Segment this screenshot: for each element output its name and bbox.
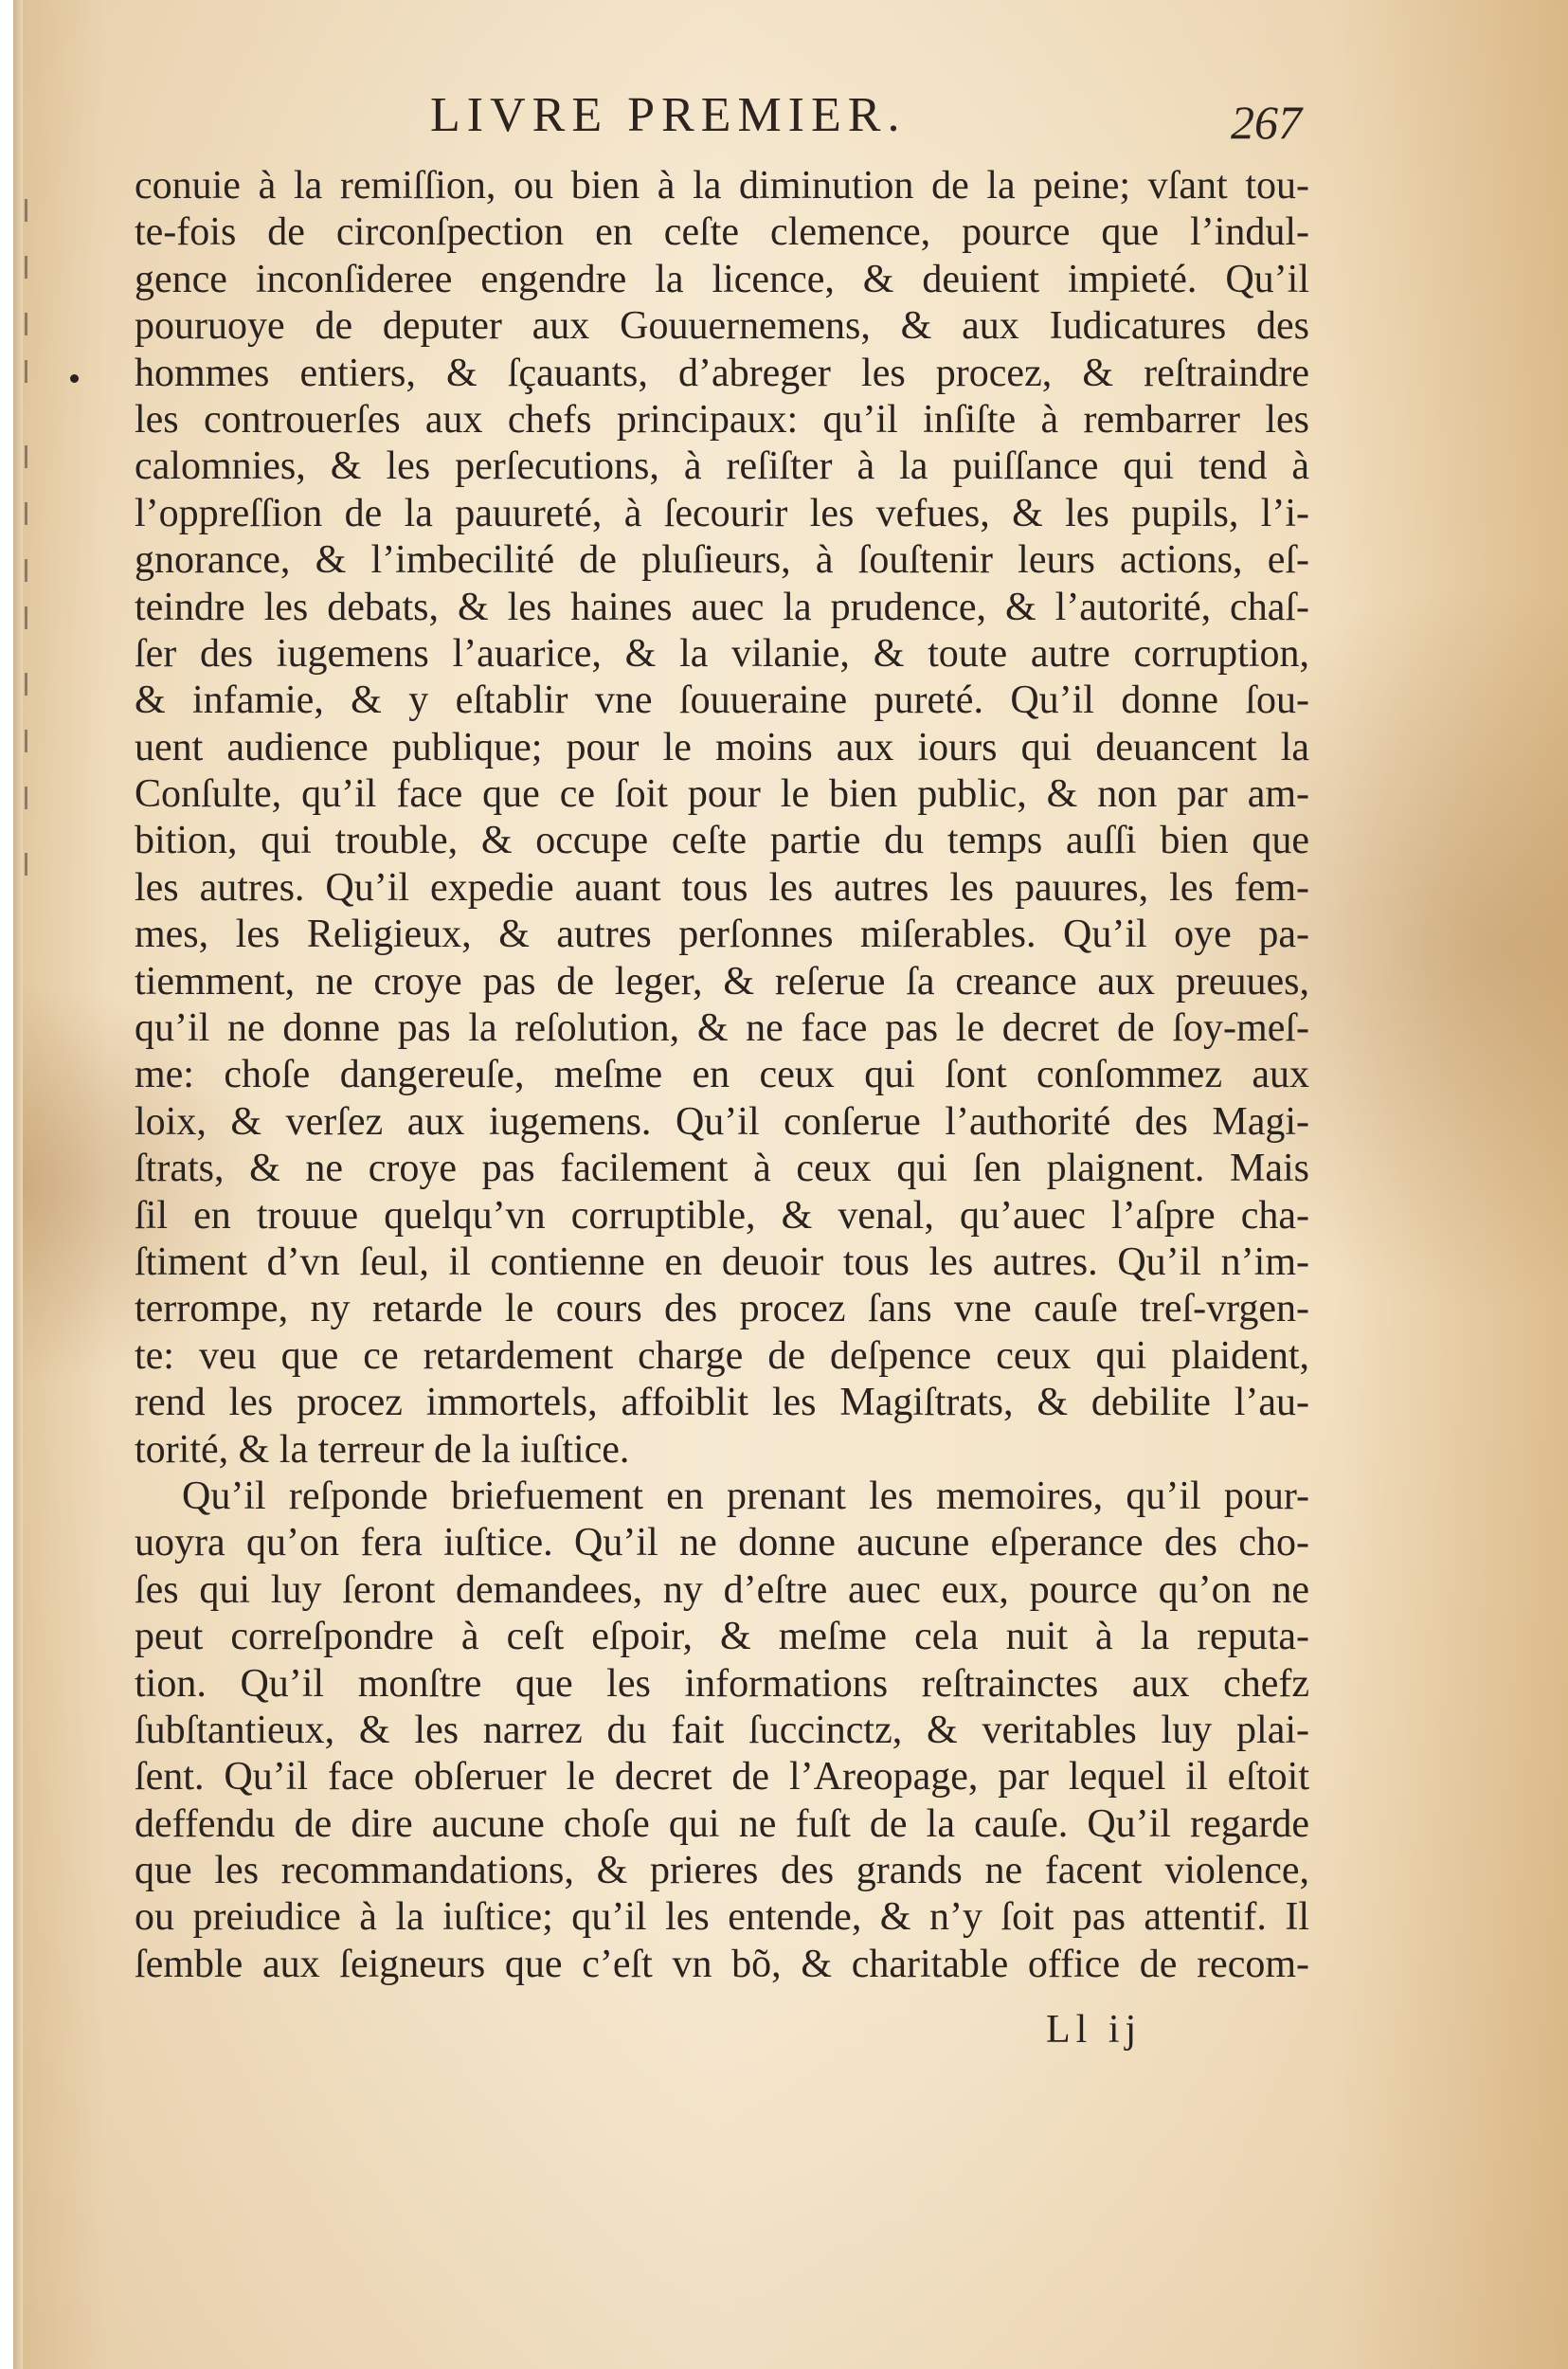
text-line: ſemble aux ſeigneurs que c’eſt vn bõ, & charitable office de recom- [135, 1942, 1309, 1986]
text-line: uent audience publique; pour le moins aux iours qui deuancent la [135, 725, 1309, 769]
text-line: rend les procez immortels, affoiblit les Magiſtrats, & debilite l’au- [135, 1381, 1309, 1425]
text-line: les autres. Qu’il expedie auant tous les autres les pauures, les fem- [135, 865, 1309, 910]
text-line: pouruoye de deputer aux Gouuernemens, & aux Iudicatures des [135, 304, 1309, 349]
text-line: terrompe, ny retarde le cours des procez ſans vne cauſe treſ-vrgen- [135, 1287, 1309, 1331]
text-line: les controuerſes aux chefs principaux: qu’il inſiſte à rembarrer les [135, 397, 1309, 442]
margin-annotations [25, 199, 53, 881]
text-line: peut correſpondre à ceſt eſpoir, & meſme cela nuit à la reputa- [135, 1615, 1309, 1659]
text-line: teindre les debats, & les haines auec la prudence, & l’autorité, chaſ- [135, 585, 1309, 629]
text-line: ſtiment d’vn ſeul, il contienne en deuoir tous les autres. Qu’il n’im- [135, 1239, 1309, 1284]
text-line: bition, qui trouble, & occupe ceſte partie du temps auſſi bien que [135, 819, 1309, 863]
text-line: que les recommandations, & prieres des grands ne facent violence, [135, 1849, 1309, 1893]
text-line: calomnies, & les perſecutions, à reſiſter à la puiſſance qui tend à [135, 444, 1309, 489]
text-line: ſil en trouue quelqu’vn corruptible, & venal, qu’auec l’aſpre cha- [135, 1193, 1309, 1238]
text-line: torité, & la terreur de la iuſtice. [135, 1427, 630, 1472]
text-line: ſent. Qu’il face obſeruer le decret de l’Areopage, par lequel il eſtoit [135, 1755, 1309, 1799]
text-line: me: choſe dangereuſe, meſme en ceux qui ſont conſommez aux [135, 1053, 1309, 1097]
book-page [13, 0, 1568, 2369]
body-text [135, 163, 1309, 1988]
text-line: mes, les Religieux, & autres perſonnes miſerables. Qu’il oye pa- [135, 913, 1309, 957]
text-line: ſes qui luy ſeront demandees, ny d’eſtre auec eux, pource qu’on ne [135, 1567, 1309, 1612]
paragraph-start-line: Qu’il reſponde briefuement en prenant les memoires, qu’il pour- [182, 1474, 1309, 1518]
text-line: ou preiudice à la iuſtice; qu’il les entende, & n’y ſoit pas attentif. Il [135, 1895, 1309, 1940]
text-line: te-fois de circonſpection en ceſte clemence, pource que l’indul- [135, 210, 1309, 255]
margin-dot [70, 374, 79, 383]
text-line: qu’il ne donne pas la reſolution, & ne face pas le decret de ſoy-meſ- [135, 1006, 1309, 1051]
text-line: hommes entiers, & ſçauants, d’abreger les procez, & reſtraindre [135, 351, 1309, 395]
text-line: ſtrats, & ne croye pas facilement à ceux qui ſen plaignent. Mais [135, 1147, 1309, 1191]
text-line: ſubſtantieux, & les narrez du fait ſuccinctz, & veritables luy plai- [135, 1708, 1309, 1752]
running-head: LIVRE PREMIER. [430, 88, 907, 142]
page-number: 267 [1231, 96, 1302, 149]
text-line: te: veu que ce retardement charge de deſpence ceux qui plaident, [135, 1333, 1309, 1378]
text-line: loix, & verſez aux iugemens. Qu’il conſerue l’authorité des Magi- [135, 1099, 1309, 1144]
text-line: deffendu de dire aucune choſe qui ne fuſt de la cauſe. Qu’il regarde [135, 1801, 1309, 1846]
text-line: gnorance, & l’imbecilité de pluſieurs, à ſouſtenir leurs actions, eſ- [135, 538, 1309, 583]
text-line: ſer des iugemens l’auarice, & la vilanie, & toute autre corruption, [135, 631, 1309, 676]
text-line: tion. Qu’il monſtre que les informations reſtrainctes aux chefz [135, 1661, 1309, 1706]
text-line: Conſulte, qu’il face que ce ſoit pour le bien public, & non par am- [135, 772, 1309, 817]
signature-mark: Ll ij [1046, 2008, 1143, 2052]
text-line: tiemment, ne croye pas de leger, & reſerue ſa creance aux preuues, [135, 959, 1309, 1004]
page-edge [13, 0, 23, 2369]
text-line: uoyra qu’on fera iuſtice. Qu’il ne donne aucune eſperance des cho- [135, 1521, 1309, 1565]
text-line: conuie à la remiſſion, ou bien à la diminution de la peine; vſant tou- [135, 164, 1309, 208]
text-line: l’oppreſſion de la pauureté, à ſecourir les vefues, & les pupils, l’i- [135, 491, 1309, 535]
text-line: & infamie, & y eſtablir vne ſouueraine pureté. Qu’il donne ſou- [135, 678, 1309, 723]
text-line: gence inconſideree engendre la licence, & deuient impieté. Qu’il [135, 257, 1309, 301]
